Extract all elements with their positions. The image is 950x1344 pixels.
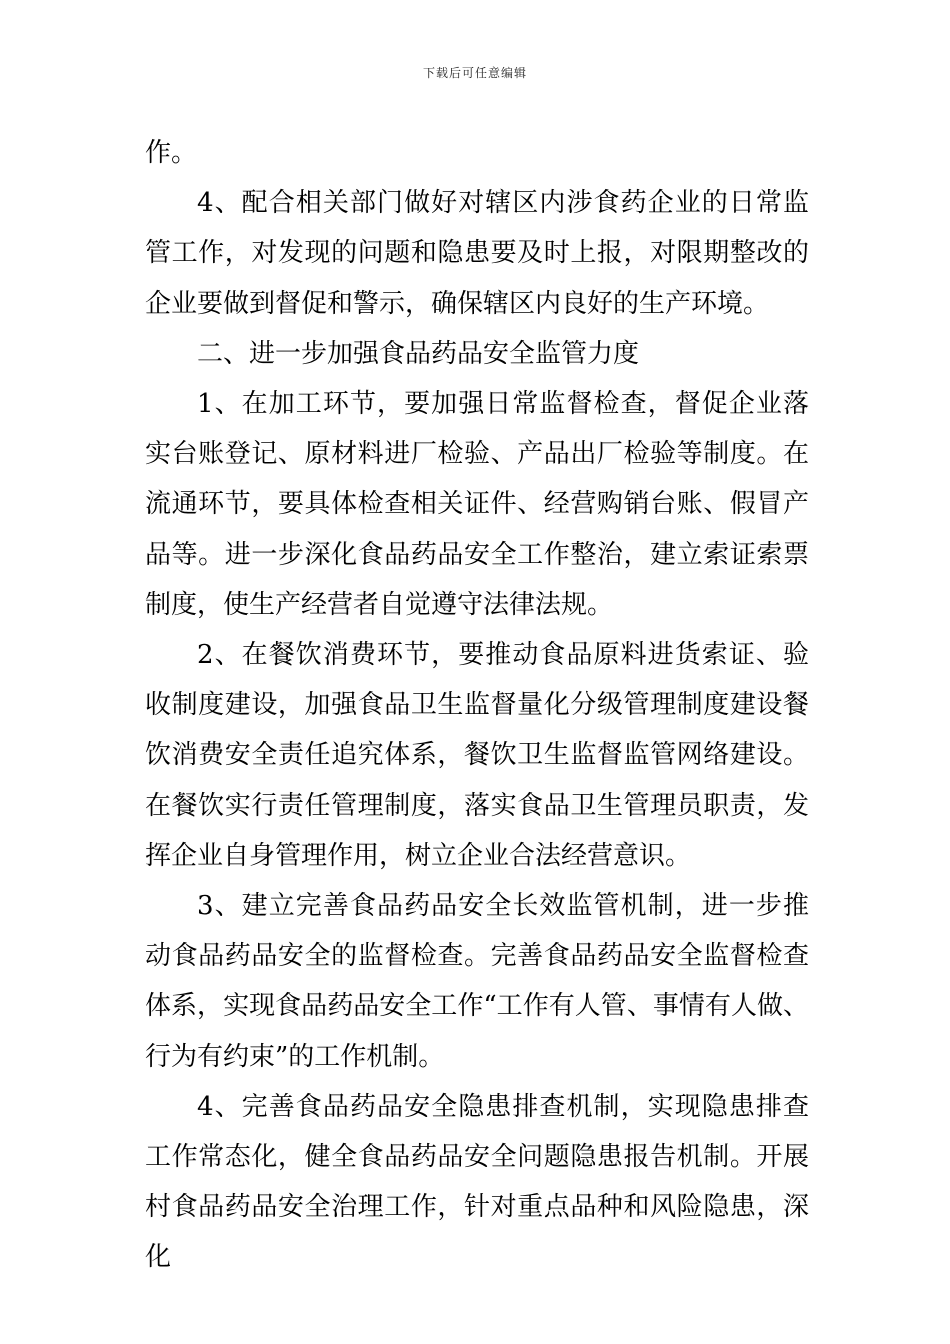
paragraph-item-4-supervision: 4、配合相关部门做好对辖区内涉食药企业的日常监管工作，对发现的问题和隐患要及时上报，对限期整改的企业要做到督促和警示，确保辖区内良好的生产环境。 bbox=[145, 188, 809, 319]
download-note: 下载后可任意编辑 bbox=[422, 66, 527, 80]
paragraph-item-1-processing: 1、在加工环节，要加强日常监督检查，督促企业落实台账登记、原材料进厂检验、产品出厂检验等制度。在流通环节，要具体检查相关证件、经营购销台账、假冒产品等。进一步深化食品药品安全工作整治，建立索证索票制度，使生产经营者自觉遵守法律法规。 bbox=[145, 389, 809, 620]
paragraph-continuation: 作。 bbox=[145, 138, 198, 168]
section-heading-2: 二、进一步加强食品药品安全监管力度 bbox=[197, 338, 640, 369]
document-body bbox=[145, 128, 809, 1283]
paragraph-item-3-mechanism: 3、建立完善食品药品安全长效监管机制，进一步推动食品药品安全的监督检查。完善食品药品安全监督检查体系，实现食品药品安全工作“工作有人管、事情有人做、行为有约束”的工作机制。 bbox=[145, 891, 809, 1072]
paragraph-item-2-catering: 2、在餐饮消费环节，要推动食品原料进货索证、验收制度建设，加强食品卫生监督量化分级管理制度建设餐饮消费安全责任追究体系，餐饮卫生监督监管网络建设。在餐饮实行责任管理制度，落实食品卫生管理员职责，发挥企业自身管理作用，树立企业合法经营意识。 bbox=[145, 640, 809, 871]
paragraph-item-4-hazard: 4、完善食品药品安全隐患排查机制，实现隐患排查工作常态化，健全食品药品安全问题隐患报告机制。开展村食品药品安全治理工作，针对重点品种和风险隐患，深化 bbox=[145, 1091, 809, 1273]
